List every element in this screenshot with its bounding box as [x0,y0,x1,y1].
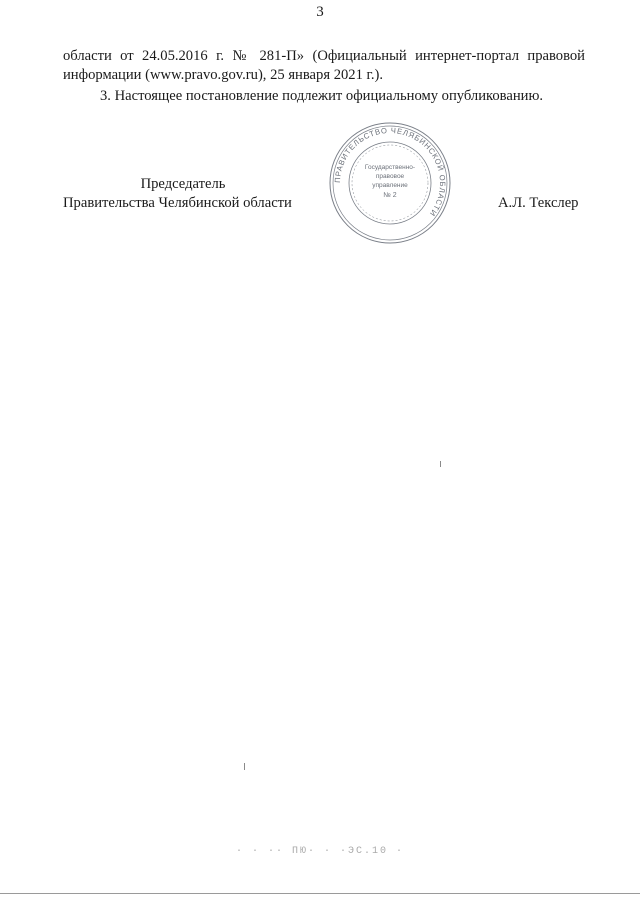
signatory-title [63,175,303,213]
paragraph-1-line-1: области от 24.05.2016 г. № 281-П» (Официальный интернет-портал правовой [63,48,585,64]
scan-speck [244,763,245,770]
seal-outer-text: ПРАВИТЕЛЬСТВО ЧЕЛЯБИНСКОЙ ОБЛАСТИ [332,125,448,219]
scan-speck [440,461,441,467]
seal-center-line-2: правовое [375,173,405,180]
paragraph-2: 3. Настоящее постановление подлежит официальному опубликованию. [100,88,544,104]
seal-center-line-4: № 2 [383,192,397,199]
paragraph-1-line-2: информации (www.pravo.gov.ru), 25 января 2021 г.). [63,67,384,83]
footer-code: · · ·· ПЮ· · ·ЭС.10 · [235,846,405,857]
seal-center-line-1: Государственно- [364,164,416,171]
official-seal [325,121,455,246]
page-number: 3 [316,4,324,20]
seal-center-line-3: управление [372,182,408,189]
footer-divider [0,893,640,894]
signatory-title-line-1: Председатель [140,176,226,192]
signatory-name: А.Л. Текслер [498,195,579,211]
signatory-title-line-2: Правительства Челябинской области [63,195,292,211]
